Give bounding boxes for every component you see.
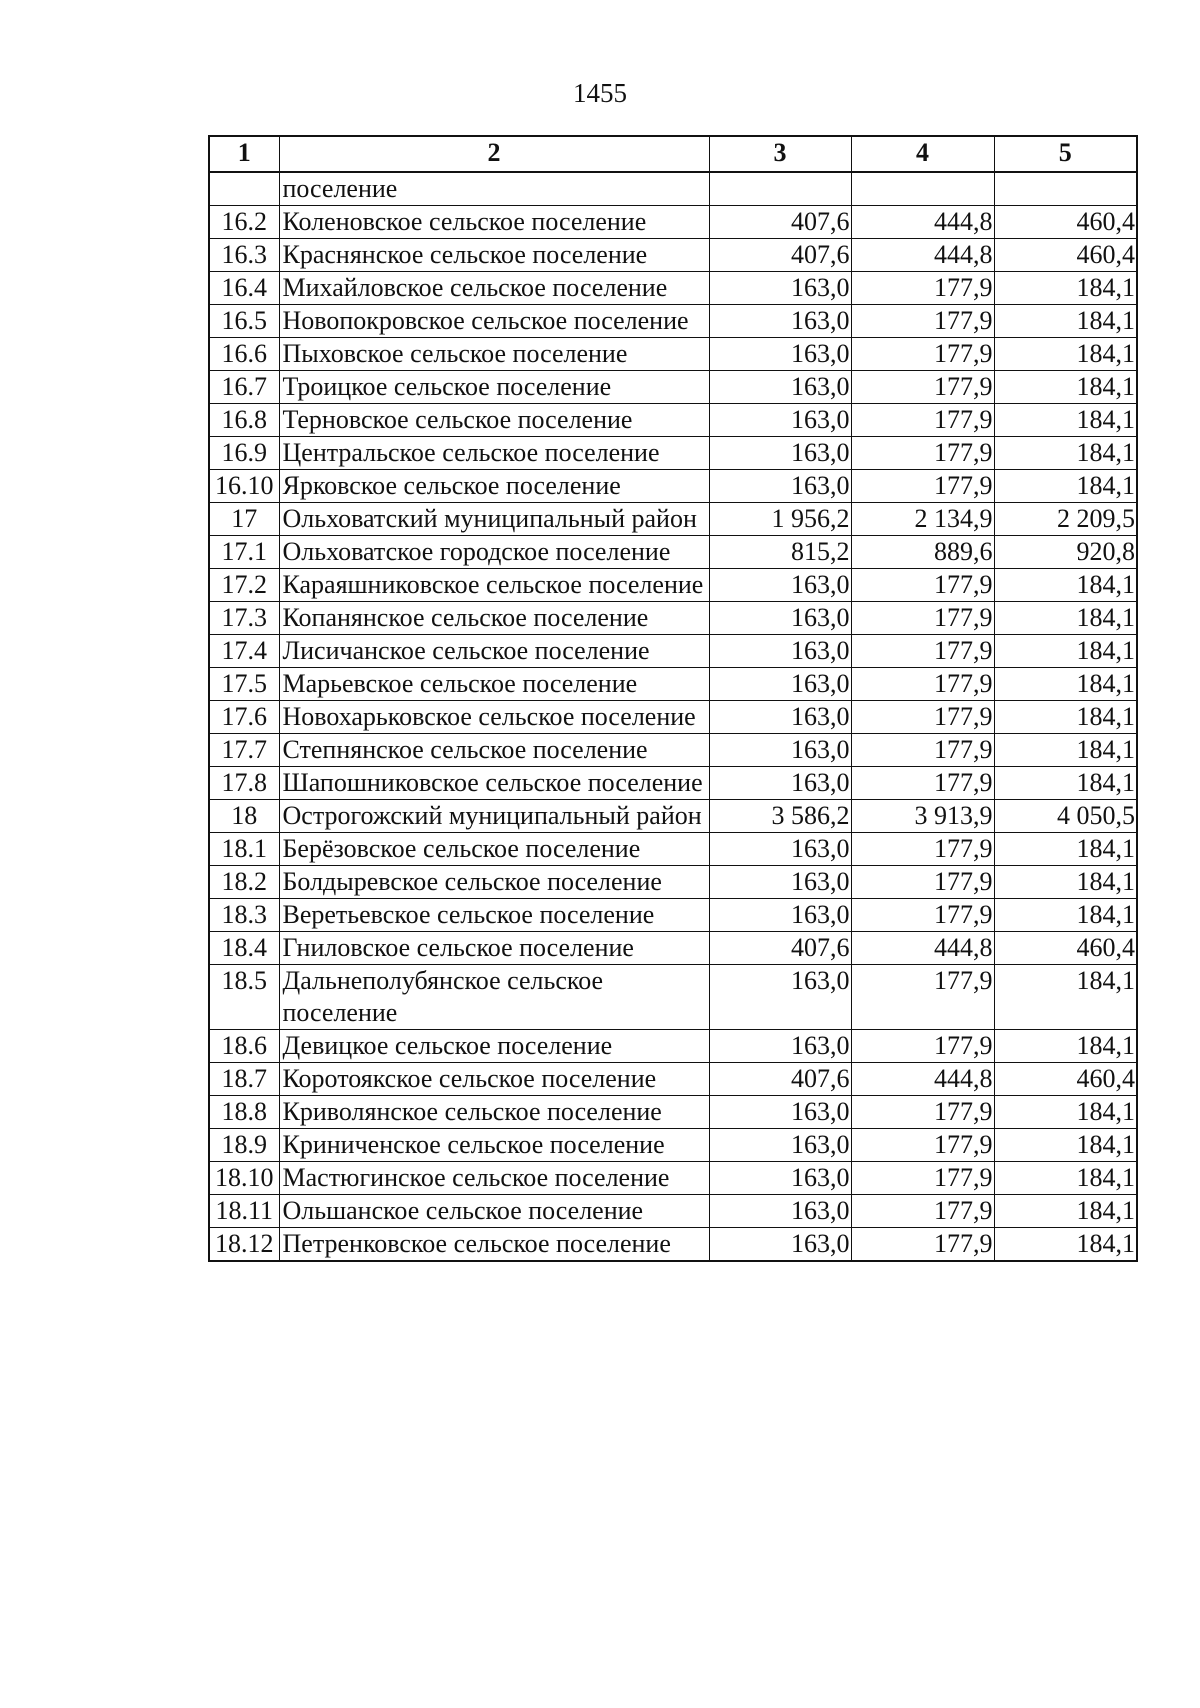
municipality-name-cell: Веретьевское сельское поселение xyxy=(279,899,709,932)
header-row xyxy=(209,136,1137,172)
value-col-5-cell: 184,1 xyxy=(994,1195,1137,1228)
value-col-5-cell: 460,4 xyxy=(994,932,1137,965)
value-col-5-cell: 920,8 xyxy=(994,536,1137,569)
municipality-name-cell: Коленовское сельское поселение xyxy=(279,206,709,239)
table-row xyxy=(209,503,1137,536)
municipality-name-cell: Берёзовское сельское поселение xyxy=(279,833,709,866)
value-col-4-cell: 177,9 xyxy=(851,338,994,371)
table-row xyxy=(209,371,1137,404)
municipality-name-cell: Ольховатский муниципальный район xyxy=(279,503,709,536)
municipality-name-cell: Лисичанское сельское поселение xyxy=(279,635,709,668)
value-col-4-cell: 177,9 xyxy=(851,734,994,767)
table-row xyxy=(209,1228,1137,1262)
municipality-name-cell: Девицкое сельское поселение xyxy=(279,1030,709,1063)
value-col-4-cell: 177,9 xyxy=(851,602,994,635)
table-row xyxy=(209,899,1137,932)
table-row xyxy=(209,668,1137,701)
value-col-5-cell: 4 050,5 xyxy=(994,800,1137,833)
municipality-name-cell: Центральское сельское поселение xyxy=(279,437,709,470)
row-number-cell: 17.1 xyxy=(209,536,279,569)
row-number-cell: 17.5 xyxy=(209,668,279,701)
municipality-name-cell: Новохарьковское сельское поселение xyxy=(279,701,709,734)
value-col-5-cell: 184,1 xyxy=(994,635,1137,668)
municipality-name-cell: Караяшниковское сельское поселение xyxy=(279,569,709,602)
municipality-name-cell: Ольховатское городское поселение xyxy=(279,536,709,569)
value-col-5-cell: 184,1 xyxy=(994,668,1137,701)
value-col-5-cell: 184,1 xyxy=(994,1129,1137,1162)
value-col-5-cell: 184,1 xyxy=(994,1030,1137,1063)
value-col-5-cell: 184,1 xyxy=(994,899,1137,932)
value-col-5-cell: 184,1 xyxy=(994,734,1137,767)
row-number-cell: 18.10 xyxy=(209,1162,279,1195)
value-col-4-cell: 177,9 xyxy=(851,470,994,503)
municipality-name-cell: Михайловское сельское поселение xyxy=(279,272,709,305)
table-row xyxy=(209,536,1137,569)
row-number-cell: 18.9 xyxy=(209,1129,279,1162)
table-row xyxy=(209,932,1137,965)
value-col-5-cell: 184,1 xyxy=(994,1228,1137,1262)
municipality-name-cell: Болдыревское сельское поселение xyxy=(279,866,709,899)
row-number-cell: 17.6 xyxy=(209,701,279,734)
header-col-3: 3 xyxy=(709,136,851,172)
value-col-3-cell xyxy=(709,172,851,206)
value-col-3-cell: 163,0 xyxy=(709,965,851,1030)
value-col-3-cell: 163,0 xyxy=(709,899,851,932)
row-number-cell: 17.7 xyxy=(209,734,279,767)
table-body xyxy=(209,172,1137,1261)
row-number-cell xyxy=(209,172,279,206)
value-col-4-cell: 444,8 xyxy=(851,932,994,965)
value-col-4-cell: 177,9 xyxy=(851,833,994,866)
value-col-5-cell: 184,1 xyxy=(994,767,1137,800)
value-col-4-cell: 177,9 xyxy=(851,635,994,668)
municipality-name-cell: Марьевское сельское поселение xyxy=(279,668,709,701)
value-col-5-cell: 184,1 xyxy=(994,701,1137,734)
value-col-5-cell: 2 209,5 xyxy=(994,503,1137,536)
table-row xyxy=(209,602,1137,635)
table-row xyxy=(209,1129,1137,1162)
header-col-4: 4 xyxy=(851,136,994,172)
municipality-name-cell: Пыховское сельское поселение xyxy=(279,338,709,371)
table-row xyxy=(209,1063,1137,1096)
value-col-3-cell: 163,0 xyxy=(709,569,851,602)
value-col-4-cell: 177,9 xyxy=(851,569,994,602)
value-col-4-cell: 177,9 xyxy=(851,1195,994,1228)
value-col-5-cell: 184,1 xyxy=(994,602,1137,635)
value-col-3-cell: 1 956,2 xyxy=(709,503,851,536)
municipality-name-cell: Ольшанское сельское поселение xyxy=(279,1195,709,1228)
value-col-4-cell: 177,9 xyxy=(851,1096,994,1129)
value-col-5-cell: 184,1 xyxy=(994,404,1137,437)
row-number-cell: 16.7 xyxy=(209,371,279,404)
row-number-cell: 18.5 xyxy=(209,965,279,1030)
value-col-5-cell: 184,1 xyxy=(994,965,1137,1030)
table-header xyxy=(209,136,1137,172)
value-col-4-cell: 177,9 xyxy=(851,1228,994,1262)
table-row xyxy=(209,767,1137,800)
value-col-4-cell: 889,6 xyxy=(851,536,994,569)
value-col-3-cell: 815,2 xyxy=(709,536,851,569)
value-col-3-cell: 163,0 xyxy=(709,668,851,701)
value-col-3-cell: 163,0 xyxy=(709,833,851,866)
municipality-name-cell: поселение xyxy=(279,172,709,206)
value-col-3-cell: 163,0 xyxy=(709,701,851,734)
value-col-3-cell: 163,0 xyxy=(709,734,851,767)
value-col-3-cell: 163,0 xyxy=(709,1030,851,1063)
value-col-3-cell: 163,0 xyxy=(709,635,851,668)
page-number: 1455 xyxy=(573,78,627,108)
value-col-4-cell: 3 913,9 xyxy=(851,800,994,833)
row-number-cell: 16.4 xyxy=(209,272,279,305)
value-col-4-cell: 177,9 xyxy=(851,437,994,470)
municipality-name-cell: Краснянское сельское поселение xyxy=(279,239,709,272)
table-row xyxy=(209,866,1137,899)
value-col-3-cell: 163,0 xyxy=(709,272,851,305)
budget-table xyxy=(208,135,1138,1262)
table-row xyxy=(209,1096,1137,1129)
value-col-5-cell: 460,4 xyxy=(994,1063,1137,1096)
municipality-name-cell: Гниловское сельское поселение xyxy=(279,932,709,965)
header-col-1: 1 xyxy=(209,136,279,172)
table-row xyxy=(209,272,1137,305)
value-col-3-cell: 407,6 xyxy=(709,239,851,272)
table-row xyxy=(209,833,1137,866)
municipality-name-cell: Мастюгинское сельское поселение xyxy=(279,1162,709,1195)
row-number-cell: 18.11 xyxy=(209,1195,279,1228)
municipality-name-cell: Петренковское сельское поселение xyxy=(279,1228,709,1262)
value-col-4-cell: 177,9 xyxy=(851,899,994,932)
value-col-4-cell: 444,8 xyxy=(851,239,994,272)
table-row xyxy=(209,206,1137,239)
value-col-5-cell: 184,1 xyxy=(994,371,1137,404)
table-row xyxy=(209,635,1137,668)
table-row xyxy=(209,172,1137,206)
municipality-name-cell: Троицкое сельское поселение xyxy=(279,371,709,404)
row-number-cell: 16.10 xyxy=(209,470,279,503)
table-row xyxy=(209,701,1137,734)
value-col-3-cell: 407,6 xyxy=(709,206,851,239)
value-col-3-cell: 163,0 xyxy=(709,470,851,503)
value-col-5-cell: 184,1 xyxy=(994,338,1137,371)
value-col-5-cell: 184,1 xyxy=(994,1162,1137,1195)
row-number-cell: 18.3 xyxy=(209,899,279,932)
row-number-cell: 16.9 xyxy=(209,437,279,470)
municipality-name-cell: Дальнеполубянское сельское поселение xyxy=(279,965,709,1030)
row-number-cell: 18.8 xyxy=(209,1096,279,1129)
value-col-4-cell: 177,9 xyxy=(851,371,994,404)
table-row xyxy=(209,239,1137,272)
value-col-5-cell: 184,1 xyxy=(994,833,1137,866)
table-row xyxy=(209,1030,1137,1063)
municipality-name-cell: Терновское сельское поселение xyxy=(279,404,709,437)
value-col-3-cell: 407,6 xyxy=(709,932,851,965)
value-col-4-cell: 177,9 xyxy=(851,1030,994,1063)
value-col-5-cell: 460,4 xyxy=(994,239,1137,272)
table-row xyxy=(209,470,1137,503)
value-col-5-cell: 184,1 xyxy=(994,470,1137,503)
header-col-5: 5 xyxy=(994,136,1137,172)
row-number-cell: 16.3 xyxy=(209,239,279,272)
value-col-3-cell: 163,0 xyxy=(709,767,851,800)
municipality-name-cell: Острогожский муниципальный район xyxy=(279,800,709,833)
row-number-cell: 18.6 xyxy=(209,1030,279,1063)
value-col-4-cell: 444,8 xyxy=(851,206,994,239)
value-col-5-cell: 184,1 xyxy=(994,272,1137,305)
value-col-3-cell: 3 586,2 xyxy=(709,800,851,833)
header-col-2: 2 xyxy=(279,136,709,172)
row-number-cell: 16.5 xyxy=(209,305,279,338)
row-number-cell: 18.1 xyxy=(209,833,279,866)
value-col-4-cell: 177,9 xyxy=(851,701,994,734)
row-number-cell: 17.2 xyxy=(209,569,279,602)
municipality-name-cell: Криниченское сельское поселение xyxy=(279,1129,709,1162)
value-col-3-cell: 163,0 xyxy=(709,305,851,338)
value-col-4-cell: 177,9 xyxy=(851,767,994,800)
value-col-3-cell: 163,0 xyxy=(709,1162,851,1195)
row-number-cell: 18.7 xyxy=(209,1063,279,1096)
municipality-name-cell: Степнянское сельское поселение xyxy=(279,734,709,767)
row-number-cell: 16.2 xyxy=(209,206,279,239)
value-col-3-cell: 163,0 xyxy=(709,1228,851,1262)
value-col-3-cell: 163,0 xyxy=(709,602,851,635)
value-col-3-cell: 407,6 xyxy=(709,1063,851,1096)
municipality-name-cell: Копанянское сельское поселение xyxy=(279,602,709,635)
value-col-4-cell: 2 134,9 xyxy=(851,503,994,536)
municipality-name-cell: Ярковское сельское поселение xyxy=(279,470,709,503)
value-col-5-cell: 460,4 xyxy=(994,206,1137,239)
value-col-4-cell xyxy=(851,172,994,206)
table-row xyxy=(209,437,1137,470)
row-number-cell: 18.2 xyxy=(209,866,279,899)
row-number-cell: 17.8 xyxy=(209,767,279,800)
value-col-4-cell: 177,9 xyxy=(851,866,994,899)
row-number-cell: 17.4 xyxy=(209,635,279,668)
row-number-cell: 18 xyxy=(209,800,279,833)
value-col-3-cell: 163,0 xyxy=(709,338,851,371)
value-col-4-cell: 177,9 xyxy=(851,965,994,1030)
table-row xyxy=(209,1162,1137,1195)
value-col-4-cell: 444,8 xyxy=(851,1063,994,1096)
value-col-3-cell: 163,0 xyxy=(709,866,851,899)
value-col-3-cell: 163,0 xyxy=(709,1195,851,1228)
value-col-4-cell: 177,9 xyxy=(851,305,994,338)
table-row xyxy=(209,734,1137,767)
value-col-4-cell: 177,9 xyxy=(851,1162,994,1195)
row-number-cell: 17 xyxy=(209,503,279,536)
table-row xyxy=(209,305,1137,338)
table-row xyxy=(209,965,1137,1030)
table-row xyxy=(209,338,1137,371)
value-col-3-cell: 163,0 xyxy=(709,1129,851,1162)
municipality-name-cell: Шапошниковское сельское поселение xyxy=(279,767,709,800)
row-number-cell: 17.3 xyxy=(209,602,279,635)
value-col-3-cell: 163,0 xyxy=(709,437,851,470)
row-number-cell: 16.6 xyxy=(209,338,279,371)
value-col-5-cell: 184,1 xyxy=(994,569,1137,602)
value-col-4-cell: 177,9 xyxy=(851,404,994,437)
value-col-5-cell: 184,1 xyxy=(994,305,1137,338)
value-col-4-cell: 177,9 xyxy=(851,1129,994,1162)
value-col-5-cell: 184,1 xyxy=(994,437,1137,470)
value-col-3-cell: 163,0 xyxy=(709,1096,851,1129)
value-col-4-cell: 177,9 xyxy=(851,272,994,305)
table-row xyxy=(209,404,1137,437)
value-col-3-cell: 163,0 xyxy=(709,404,851,437)
value-col-4-cell: 177,9 xyxy=(851,668,994,701)
value-col-5-cell: 184,1 xyxy=(994,866,1137,899)
row-number-cell: 18.12 xyxy=(209,1228,279,1262)
row-number-cell: 16.8 xyxy=(209,404,279,437)
value-col-5-cell: 184,1 xyxy=(994,1096,1137,1129)
table-row xyxy=(209,569,1137,602)
value-col-3-cell: 163,0 xyxy=(709,371,851,404)
table-row xyxy=(209,1195,1137,1228)
value-col-5-cell xyxy=(994,172,1137,206)
row-number-cell: 18.4 xyxy=(209,932,279,965)
municipality-name-cell: Криволянское сельское поселение xyxy=(279,1096,709,1129)
table-row xyxy=(209,800,1137,833)
municipality-name-cell: Коротоякское сельское поселение xyxy=(279,1063,709,1096)
municipality-name-cell: Новопокровское сельское поселение xyxy=(279,305,709,338)
